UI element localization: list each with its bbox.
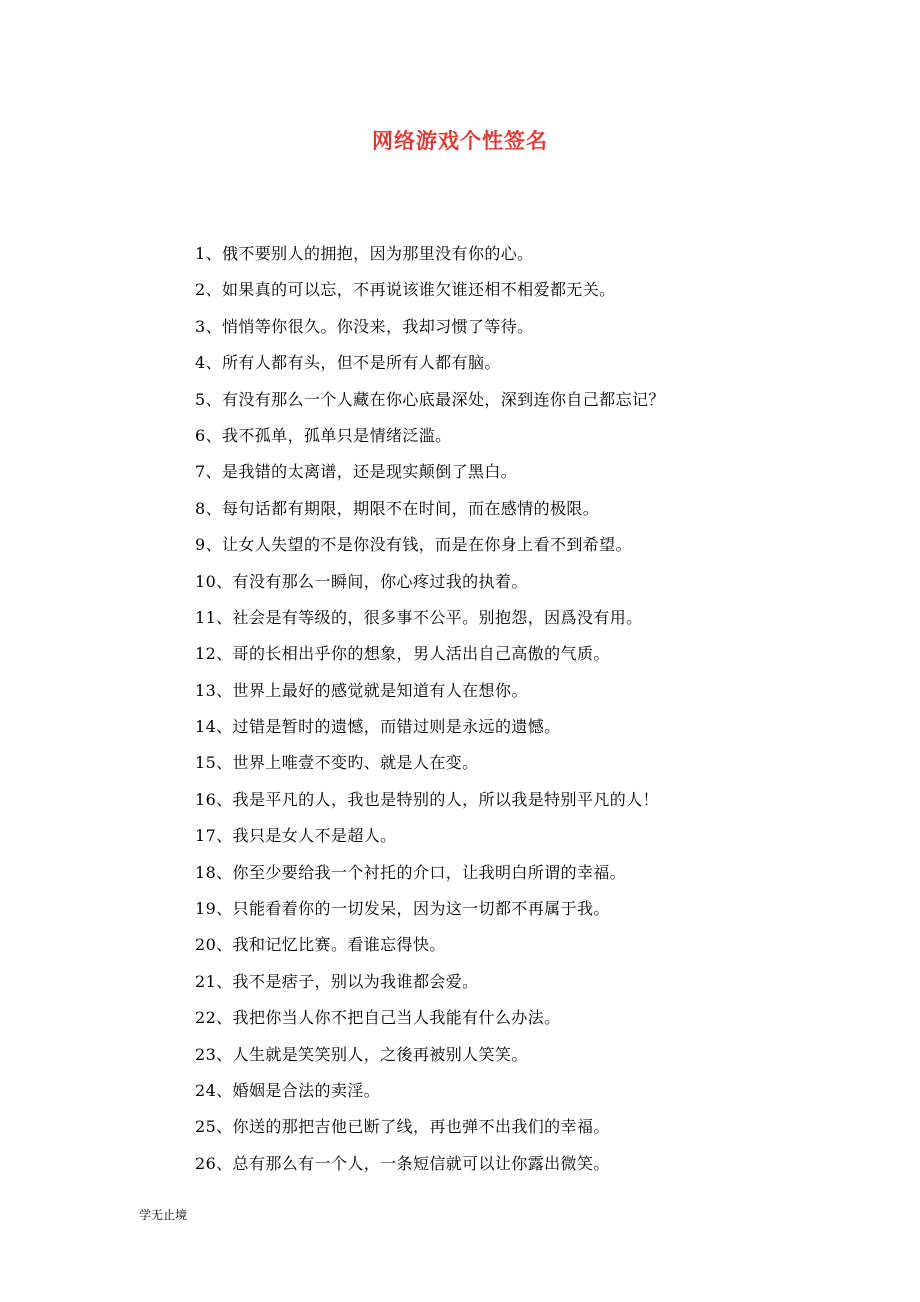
list-item: 3、悄悄等你很久。你没来，我却习惯了等待。 bbox=[195, 316, 534, 336]
document-title: 网络游戏个性签名 bbox=[372, 128, 548, 153]
list-item: 2、如果真的可以忘，不再说该谁欠谁还相不相爱都无关。 bbox=[195, 280, 616, 300]
list-item: 17、我只是女人不是超人。 bbox=[195, 826, 397, 846]
list-item: 6、我不孤单，孤单只是情绪泛滥。 bbox=[195, 425, 452, 445]
list-item: 18、你至少要给我一个衬托的介口，让我明白所谓的幸福。 bbox=[195, 862, 627, 882]
list-item: 9、让女人失望的不是你没有钱，而是在你身上看不到希望。 bbox=[195, 535, 632, 555]
list-item: 22、我把你当人你不把自己当人我能有什么办法。 bbox=[195, 1008, 561, 1028]
list-item: 20、我和记忆比赛。看谁忘得快。 bbox=[195, 935, 446, 955]
page-footer: 学无止境 bbox=[139, 1208, 188, 1222]
list-item: 25、你送的那把吉他已断了线，再也弹不出我们的幸福。 bbox=[195, 1117, 610, 1137]
list-item: 11、社会是有等级的，很多事不公平。别抱怨，因爲没有用。 bbox=[195, 607, 643, 627]
list-item: 14、过错是暂时的遗憾，而错过则是永远的遗憾。 bbox=[195, 717, 561, 737]
list-item: 16、我是平凡的人，我也是特别的人，所以我是特别平凡的人！ bbox=[195, 789, 659, 809]
signature-list bbox=[195, 243, 835, 1189]
list-item: 8、每句话都有期限，期限不在时间，而在感情的极限。 bbox=[195, 498, 600, 518]
list-item: 24、婚姻是合法的卖淫。 bbox=[195, 1080, 381, 1100]
list-item: 10、有没有那么一瞬间，你心疼过我的执着。 bbox=[195, 571, 528, 591]
list-item: 1、俄不要别人的拥抱，因为那里没有你的心。 bbox=[195, 244, 534, 263]
list-item: 7、是我错的太离谱，还是现实颠倒了黑白。 bbox=[195, 462, 518, 482]
list-item: 5、有没有那么一个人藏在你心底最深处，深到连你自己都忘记？ bbox=[195, 389, 665, 409]
list-item: 26、总有那么有一个人，一条短信就可以让你露出微笑。 bbox=[195, 1153, 610, 1173]
list-item: 15、世界上唯壹不变旳、就是人在变。 bbox=[195, 753, 479, 773]
list-item: 23、人生就是笑笑别人，之後再被别人笑笑。 bbox=[195, 1044, 528, 1064]
list-item: 4、所有人都有头，但不是所有人都有脑。 bbox=[195, 353, 501, 373]
list-item: 21、我不是痞子，别以为我谁都会爱。 bbox=[195, 971, 479, 991]
list-item: 13、世界上最好的感觉就是知道有人在想你。 bbox=[195, 680, 528, 700]
list-item: 19、只能看着你的一切发呆，因为这一切都不再属于我。 bbox=[195, 899, 610, 919]
list-item: 12、哥的长相出乎你的想象，男人活出自己高傲的气质。 bbox=[195, 644, 610, 664]
